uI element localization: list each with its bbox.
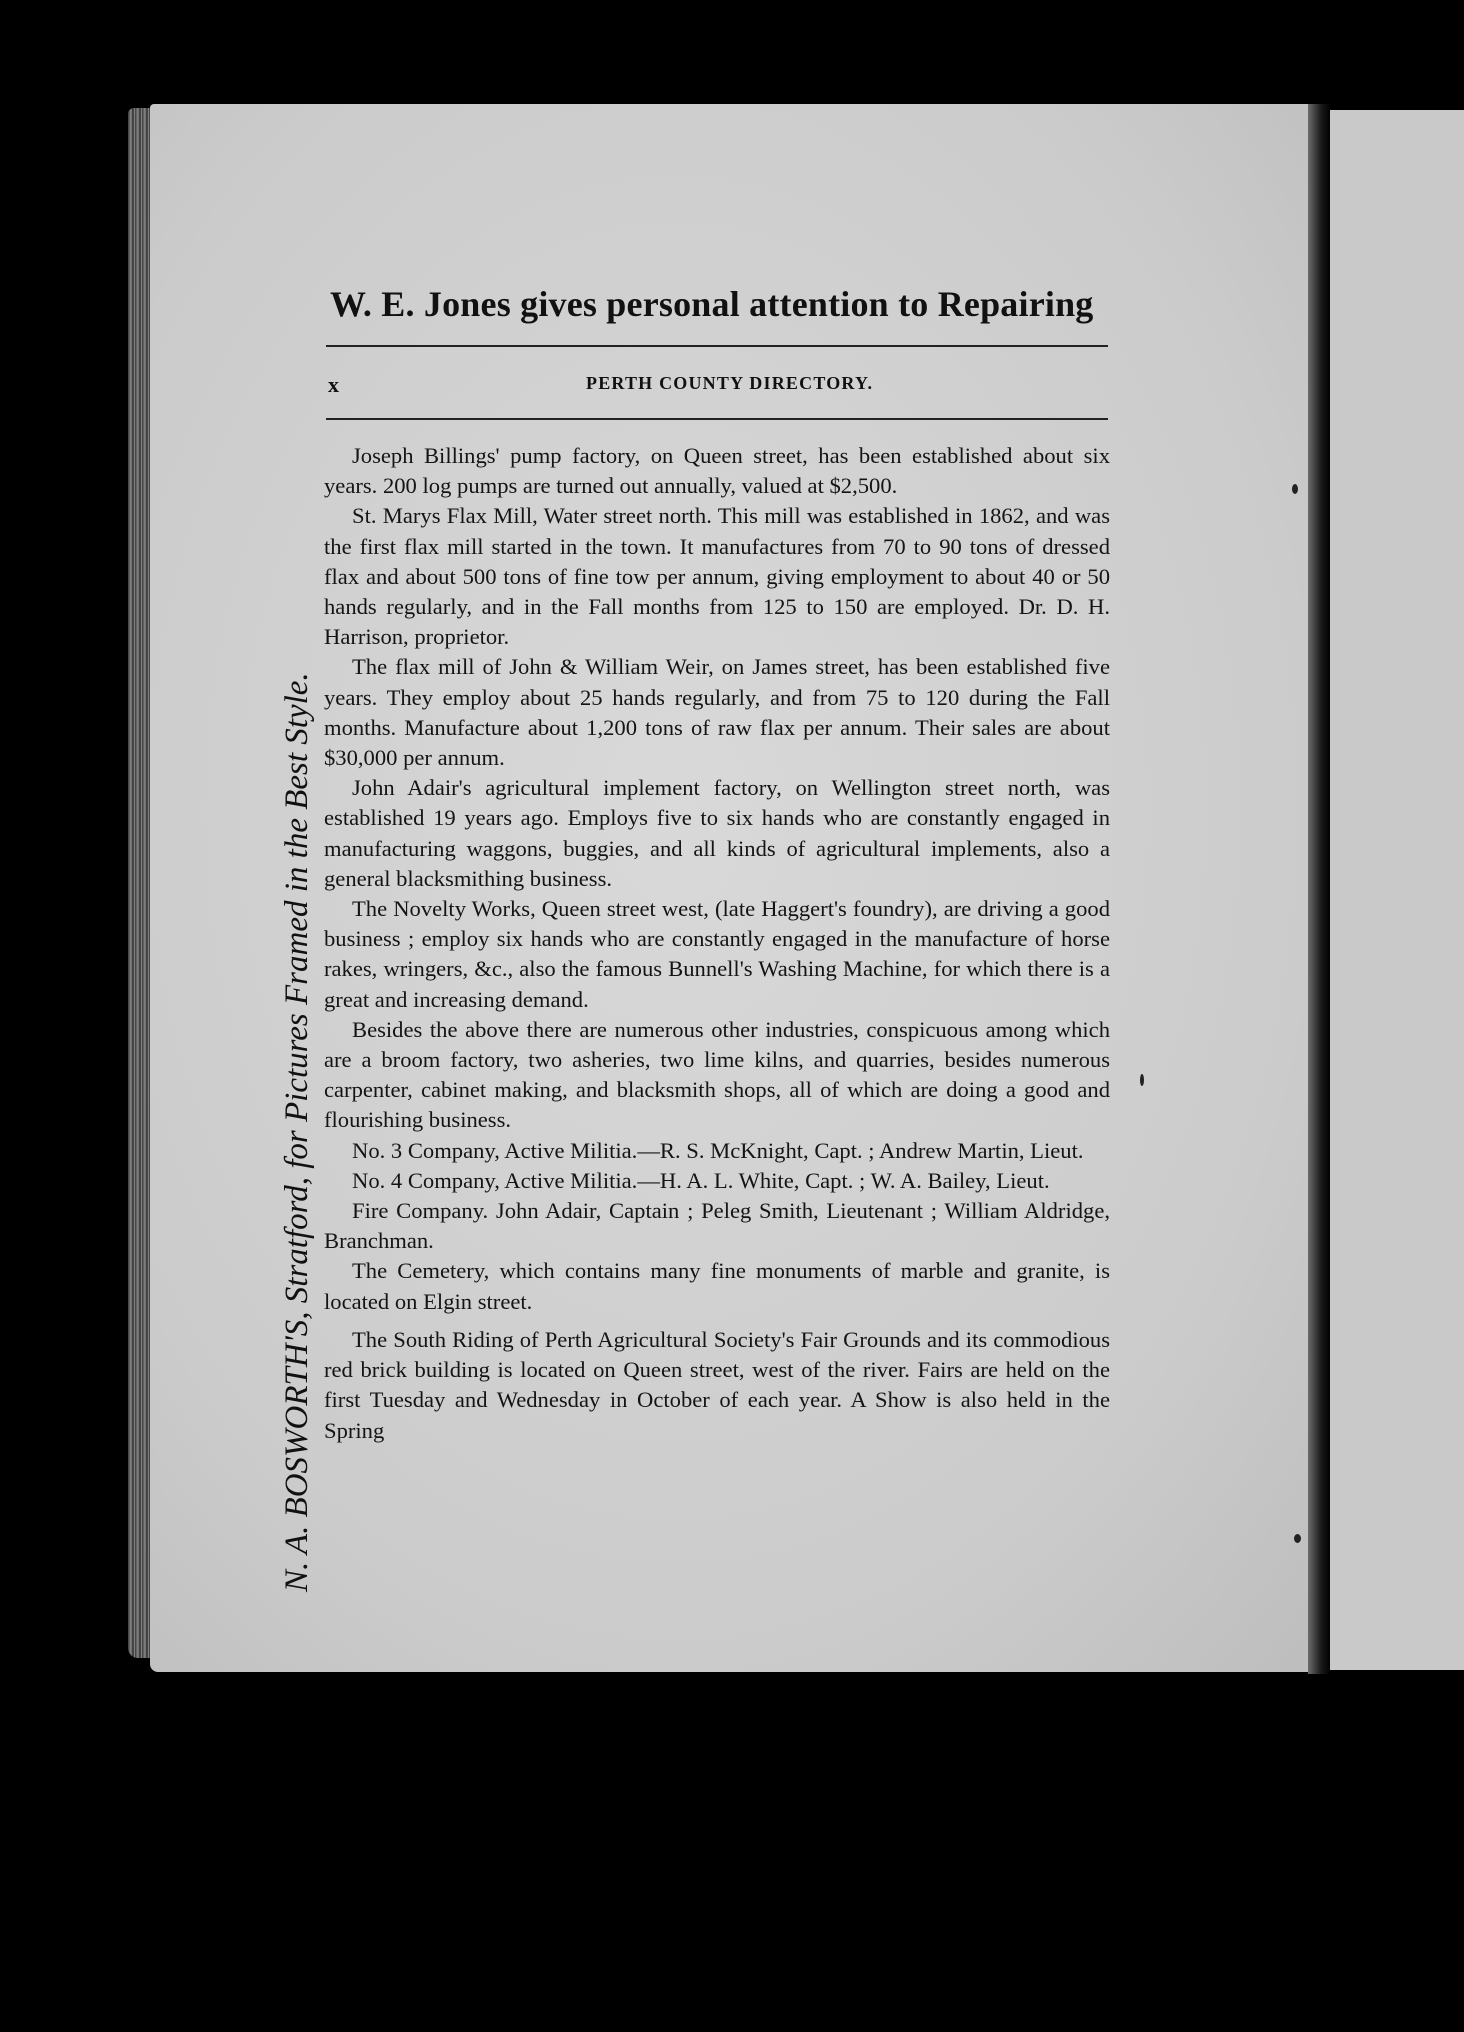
paragraph-adair-factory: John Adair's agricultural implement factory, on Wellington street north, was established 19 years ago. Employs five to six hands who are constantly engaged in manufacturing waggons, buggies, and all kinds of agricultural implements, also a general blacksmithing business. [324,775,1110,891]
paragraph-fire-company: Fire Company. John Adair, Captain ; Peleg Smith, Lieutenant ; William Aldridge, Branchman. [324,1198,1110,1254]
paragraph-no4-company: No. 4 Company, Active Militia.—H. A. L. White, Capt. ; W. A. Bailey, Lieut. [352,1167,1050,1193]
header-rule-bottom [326,418,1108,420]
paragraph-novelty-works: The Novelty Works, Queen street west, (late Haggert's foundry), are driving a good business ; employ six hands who are constantly engaged in the manufacture of horse rakes, wringers, &c., also the famous Bunnell's Washing Machine, for which there is a great and increasing demand. [324,896,1110,1012]
header-rule-top [326,345,1108,347]
page-number: x [328,372,339,397]
ink-speck [1294,1534,1301,1543]
book-gutter [1308,104,1330,1674]
paragraph-pump-factory: Joseph Billings' pump factory, on Queen street, has been established about six years. 200 log pumps are turned out annually, valued at $2,500. [324,443,1110,499]
body-text [324,441,1110,1446]
paragraph-no3-company: No. 3 Company, Active Militia.—R. S. McKnight, Capt. ; Andrew Martin, Lieut. [352,1137,1084,1163]
paragraph-other-industries: Besides the above there are numerous other industries, conspicuous among which are a broom factory, two asheries, two lime kilns, and quarries, besides numerous carpenter, cabinet making, and blacksmith shops, all of which are doing a good and flourishing business. [324,1016,1110,1133]
paragraph-flax-mill: St. Marys Flax Mill, Water street north. This mill was established in 1862, and was the first flax mill started in the town. It manufactures from 70 to 90 tons of dressed flax and about 500 tons of fine tow per annum, giving employment to about 40 or 50 hands regularly, and in the Fall months from 125 to 150 are employed. Dr. D. H. Harrison, proprietor. [324,503,1110,650]
side-advertisement: N. A. BOSWORTH'S, Stratford, for Pictures Framed in the Best Style. [279,672,315,1592]
running-title: PERTH COUNTY DIRECTORY. [586,373,874,393]
paragraph-cemetery: The Cemetery, which contains many fine monuments of marble and granite, is located on Elgin street. [324,1258,1110,1314]
ink-speck [1140,1074,1144,1086]
ink-speck [1292,484,1298,494]
paragraph-weir-flax-mill: The flax mill of John & William Weir, on James street, has been established five years. They employ about 25 hands regularly, and from 75 to 120 during the Fall months. Manufacture about 1,200 tons of raw flax per annum. Their sales are about $30,000 per annum. [324,654,1110,771]
header-advertisement: W. E. Jones gives personal attention to Repairing [330,284,1094,324]
right-page-edge [1330,110,1464,1670]
paragraph-fair-grounds: The South Riding of Perth Agricultural Society's Fair Grounds and its commodious red brick building is located on Queen street, west of the river. Fairs are held on the first Tuesday and Wednesday in October of each year. A Show is also held in the Spring [324,1326,1110,1443]
